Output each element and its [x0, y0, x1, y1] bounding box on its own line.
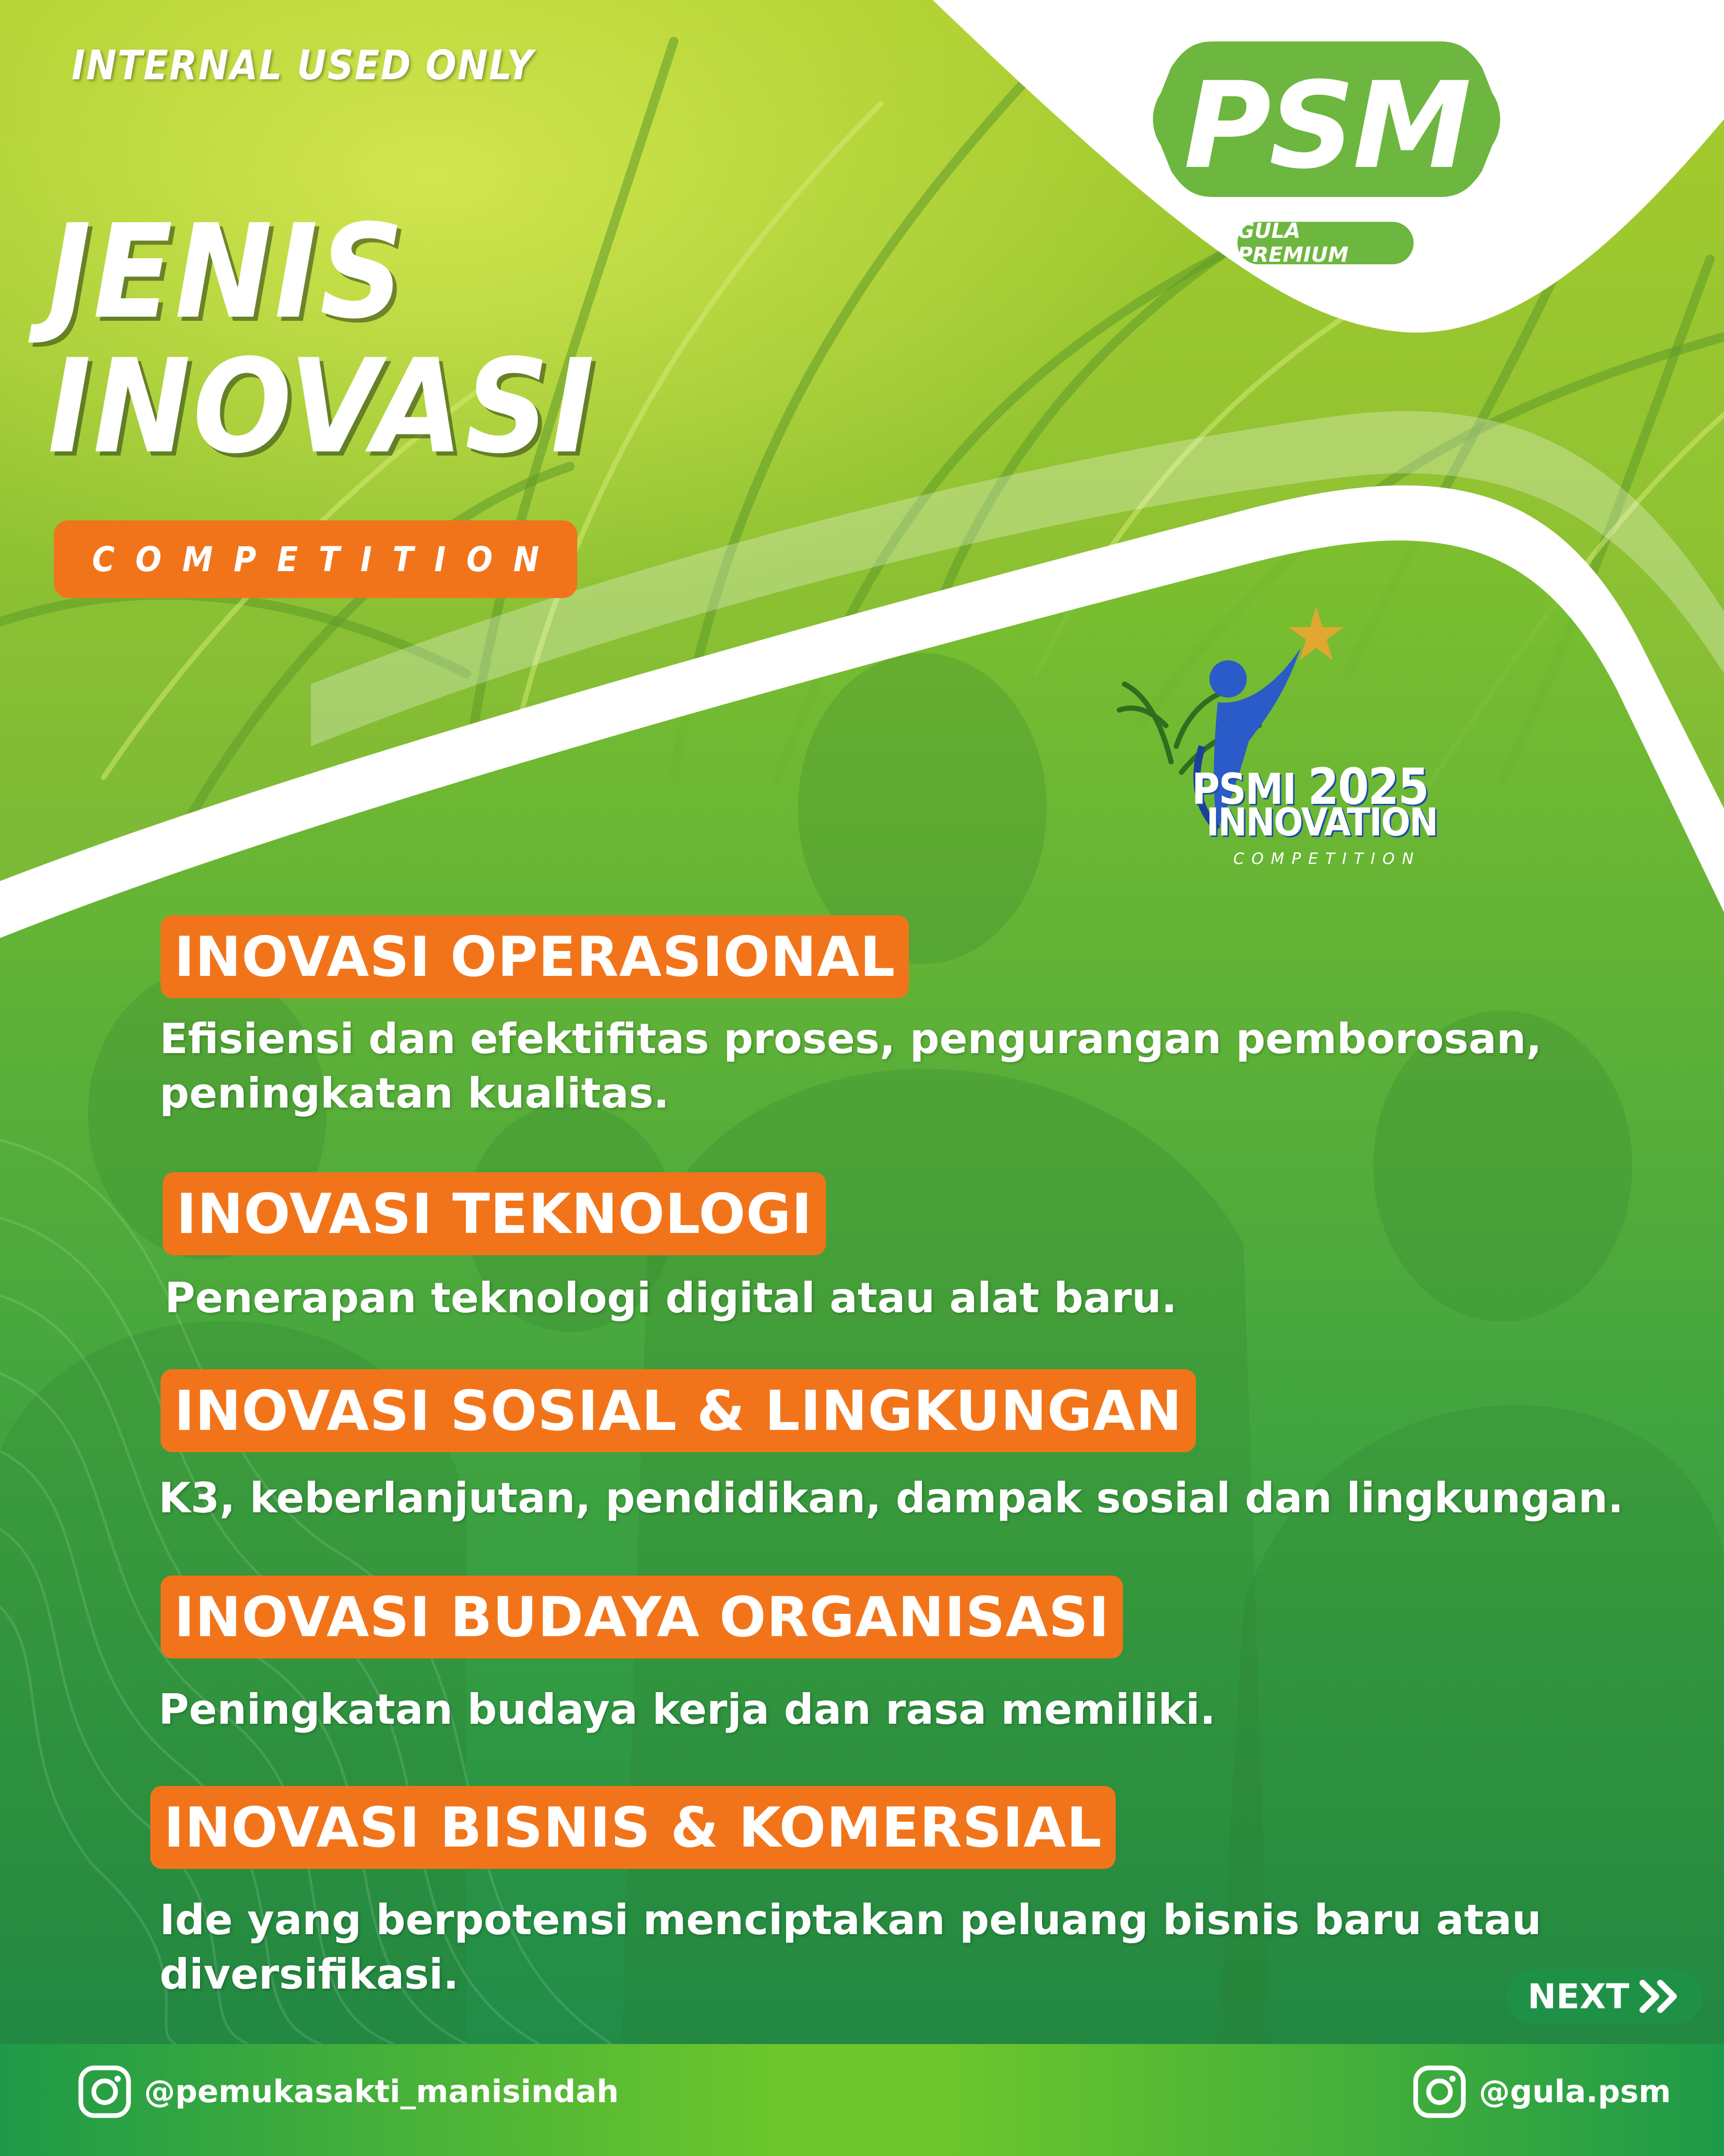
category-desc-line: Ide yang berpotensi menciptakan peluang bisnis baru atau	[160, 1896, 1542, 1944]
next-label: NEXT	[1527, 1976, 1630, 2017]
category-desc-sosial-lingkungan	[159, 1471, 1623, 1525]
internal-use-label: INTERNAL USED ONLY	[72, 42, 534, 89]
category-desc-line: Efisiensi dan efektifitas proses, pengurangan pemborosan,	[160, 1015, 1542, 1063]
psmi-innovation-logo	[1114, 591, 1466, 881]
category-desc-budaya-organisasi	[159, 1682, 1216, 1737]
instagram-icon	[1413, 2065, 1466, 2119]
instagram-handle-right: @gula.psm	[1479, 2074, 1671, 2110]
category-title: INOVASI SOSIAL & LINGKUNGAN	[174, 1379, 1182, 1443]
psm-logo	[1150, 21, 1503, 267]
double-chevron-right-icon	[1640, 1980, 1681, 2013]
category-badge-teknologi	[163, 1172, 826, 1255]
instagram-link-left[interactable]	[78, 2065, 619, 2119]
event-innovation-label: INNOVATION	[1206, 800, 1437, 845]
category-badge-sosial-lingkungan	[161, 1369, 1196, 1452]
psm-logo-text: PSM	[1184, 57, 1470, 195]
category-desc-line: peningkatan kualitas.	[160, 1069, 669, 1117]
instagram-link-right[interactable]	[1413, 2065, 1671, 2119]
category-desc-line: K3, keberlanjutan, pendidikan, dampak sosial dan lingkungan.	[159, 1474, 1624, 1522]
psm-tagline: GULA PREMIUM	[1237, 219, 1349, 267]
next-button[interactable]	[1506, 1969, 1703, 2023]
category-badge-operasional	[161, 915, 909, 998]
competition-label: COMPETITION	[92, 539, 560, 579]
category-desc-line: Peningkatan budaya kerja dan rasa memiliki.	[159, 1685, 1216, 1734]
category-badge-budaya-organisasi	[161, 1576, 1123, 1658]
instagram-icon	[78, 2065, 132, 2119]
page-title-line2: INOVASI	[48, 331, 596, 482]
competition-badge	[54, 520, 577, 598]
category-desc-teknologi	[165, 1271, 1177, 1325]
category-badge-bisnis-komersial	[150, 1786, 1116, 1869]
category-desc-bisnis-komersial	[160, 1893, 1542, 2002]
category-title: INOVASI TEKNOLOGI	[176, 1182, 813, 1246]
event-name-text: PSMI	[1192, 765, 1296, 814]
category-title: INOVASI BUDAYA ORGANISASI	[174, 1585, 1110, 1649]
psm-tagline-badge	[1237, 219, 1414, 267]
footer-bar	[0, 2044, 1724, 2156]
category-desc-operasional	[160, 1012, 1542, 1120]
event-year: 2025	[1307, 758, 1429, 816]
event-competition-label: COMPETITION	[1233, 850, 1421, 868]
instagram-handle-left: @pemukasakti_manisindah	[144, 2074, 619, 2110]
page-title-line1: JENIS	[48, 196, 406, 347]
category-title: INOVASI OPERASIONAL	[174, 925, 896, 989]
category-desc-line: Penerapan teknologi digital atau alat baru.	[165, 1274, 1177, 1322]
category-title: INOVASI BISNIS & KOMERSIAL	[164, 1795, 1102, 1860]
category-desc-line: diversifikasi.	[160, 1950, 459, 1998]
